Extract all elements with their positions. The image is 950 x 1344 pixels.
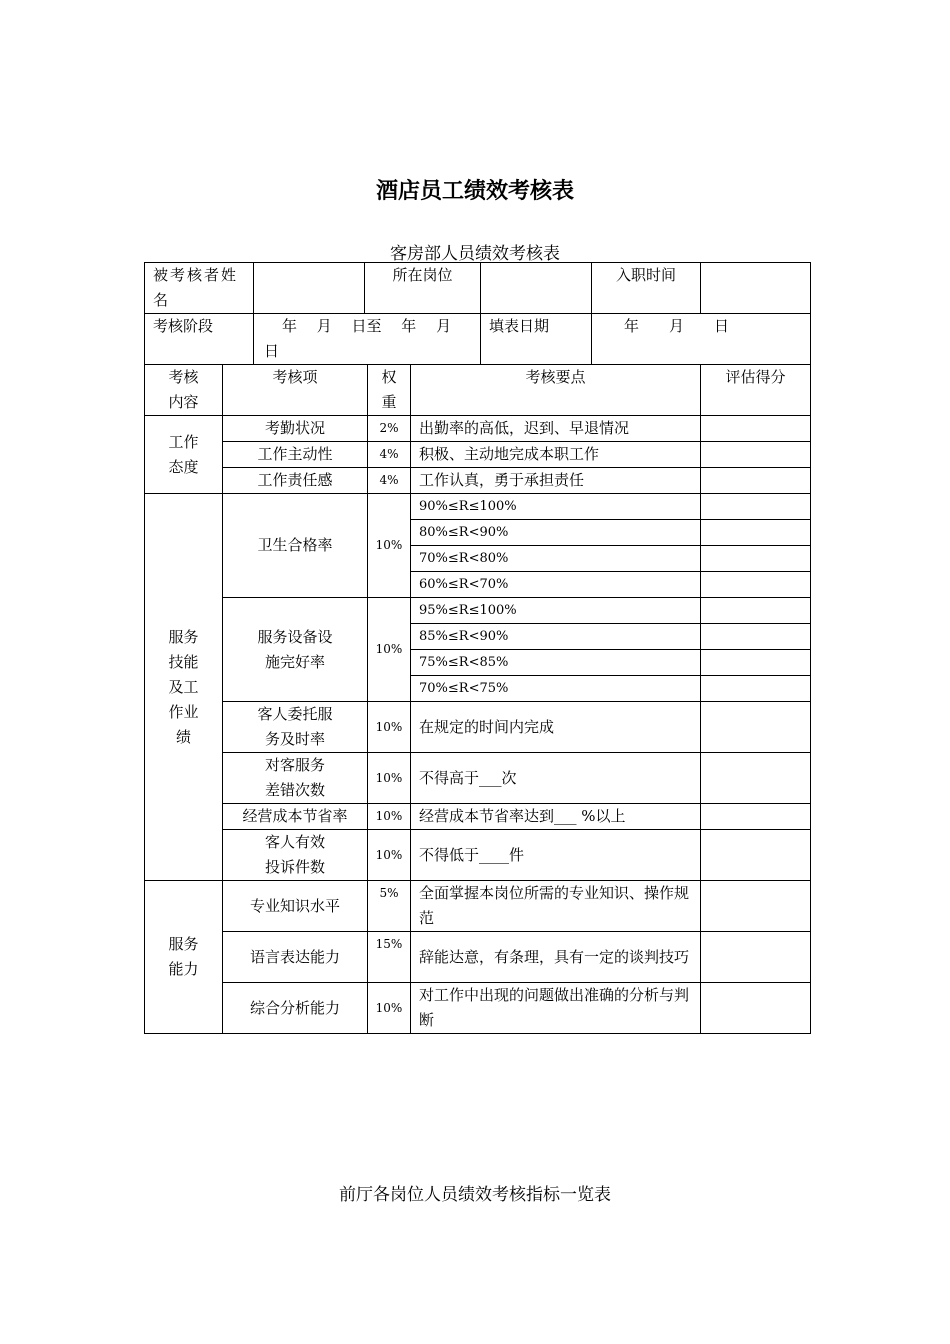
score-input[interactable] <box>701 546 811 572</box>
item-cell: 经营成本节省率 <box>223 804 368 830</box>
header-item: 考核项 <box>223 365 368 416</box>
table-row <box>145 598 811 624</box>
range-cell: 90%≤R≤100% <box>411 494 701 520</box>
point-cell: 积极、主动地完成本职工作 <box>411 442 701 468</box>
item-cell: 客人委托服务及时率 <box>223 702 368 753</box>
point-cell: 对工作中出现的问题做出准确的分析与判断 <box>411 983 701 1034</box>
weight-cell: 5% <box>368 881 411 932</box>
weight-cell: 10% <box>368 804 411 830</box>
item-cell: 考勤状况 <box>223 416 368 442</box>
weight-cell: 15% <box>368 932 411 983</box>
table-row <box>145 416 811 442</box>
range-cell: 80%≤R<90% <box>411 520 701 546</box>
item-cell: 语言表达能力 <box>223 932 368 983</box>
item-cell: 工作主动性 <box>223 442 368 468</box>
score-input[interactable] <box>701 494 811 520</box>
table-row <box>145 494 811 520</box>
point-cell: 全面掌握本岗位所需的专业知识、操作规范 <box>411 881 701 932</box>
score-input[interactable] <box>701 983 811 1034</box>
period-label: 考核阶段 <box>145 314 254 365</box>
score-input[interactable] <box>701 702 811 753</box>
table-row <box>145 881 811 932</box>
weight-cell: 10% <box>368 830 411 881</box>
item-cell: 客人有效投诉件数 <box>223 830 368 881</box>
period-field[interactable]: 年 月 日至 年 月 日 <box>254 314 481 365</box>
range-cell: 75%≤R<85% <box>411 650 701 676</box>
table-row <box>145 830 811 881</box>
table-row <box>145 932 811 983</box>
weight-cell: 4% <box>368 468 411 494</box>
weight-cell: 10% <box>368 753 411 804</box>
score-input[interactable] <box>701 830 811 881</box>
table-subtitle: 客房部人员绩效考核表 <box>390 244 560 264</box>
document-title: 酒店员工绩效考核表 <box>375 179 574 204</box>
score-input[interactable] <box>701 650 811 676</box>
item-cell: 专业知识水平 <box>223 881 368 932</box>
point-cell: 出勤率的高低，迟到、早退情况 <box>411 416 701 442</box>
range-cell: 85%≤R<90% <box>411 624 701 650</box>
header-content: 考核内容 <box>145 365 223 416</box>
score-input[interactable] <box>701 442 811 468</box>
employee-info-table <box>144 262 811 365</box>
name-field[interactable] <box>254 263 365 314</box>
entry-date-field[interactable] <box>701 263 811 314</box>
range-cell: 70%≤R<75% <box>411 676 701 702</box>
header-weight: 权重 <box>368 365 411 416</box>
header-row <box>145 365 811 416</box>
header-points: 考核要点 <box>411 365 701 416</box>
item-cell: 综合分析能力 <box>223 983 368 1034</box>
assessment-table <box>144 364 811 1034</box>
table-row <box>145 983 811 1034</box>
weight-cell: 10% <box>368 983 411 1034</box>
section-ability: 服务能力 <box>145 881 223 1034</box>
weight-cell: 10% <box>368 598 411 702</box>
score-input[interactable] <box>701 804 811 830</box>
item-cell: 工作责任感 <box>223 468 368 494</box>
score-input[interactable] <box>701 416 811 442</box>
point-cell: 辞能达意，有条理，具有一定的谈判技巧 <box>411 932 701 983</box>
entry-date-label: 入职时间 <box>592 263 701 314</box>
fill-date-field[interactable]: 年 月 日 <box>592 314 811 365</box>
position-label: 所在岗位 <box>365 263 481 314</box>
point-cell: 经营成本节省率达到___ %以上 <box>411 804 701 830</box>
header-score: 评估得分 <box>701 365 811 416</box>
item-cell: 对客服务差错次数 <box>223 753 368 804</box>
score-input[interactable] <box>701 676 811 702</box>
position-field[interactable] <box>481 263 592 314</box>
weight-cell: 2% <box>368 416 411 442</box>
range-cell: 60%≤R<70% <box>411 572 701 598</box>
table-row <box>145 804 811 830</box>
point-cell: 不得低于____件 <box>411 830 701 881</box>
item-cell: 服务设备设施完好率 <box>223 598 368 702</box>
table-row <box>145 702 811 753</box>
next-section-heading: 前厅各岗位人员绩效考核指标一览表 <box>339 1185 611 1205</box>
point-cell: 在规定的时间内完成 <box>411 702 701 753</box>
weight-cell: 10% <box>368 494 411 598</box>
item-cell: 卫生合格率 <box>223 494 368 598</box>
point-cell: 不得高于___次 <box>411 753 701 804</box>
section-skills: 服务技能及工作业绩 <box>145 494 223 881</box>
score-input[interactable] <box>701 468 811 494</box>
weight-cell: 10% <box>368 702 411 753</box>
point-cell: 工作认真，勇于承担责任 <box>411 468 701 494</box>
score-input[interactable] <box>701 598 811 624</box>
score-input[interactable] <box>701 520 811 546</box>
fill-date-label: 填表日期 <box>481 314 592 365</box>
range-cell: 95%≤R≤100% <box>411 598 701 624</box>
score-input[interactable] <box>701 753 811 804</box>
table-row <box>145 753 811 804</box>
section-attitude: 工作态度 <box>145 416 223 494</box>
name-label: 被考核者姓名 <box>145 263 254 314</box>
score-input[interactable] <box>701 932 811 983</box>
range-cell: 70%≤R<80% <box>411 546 701 572</box>
score-input[interactable] <box>701 572 811 598</box>
score-input[interactable] <box>701 624 811 650</box>
table-row <box>145 442 811 468</box>
table-row <box>145 468 811 494</box>
score-input[interactable] <box>701 881 811 932</box>
weight-cell: 4% <box>368 442 411 468</box>
